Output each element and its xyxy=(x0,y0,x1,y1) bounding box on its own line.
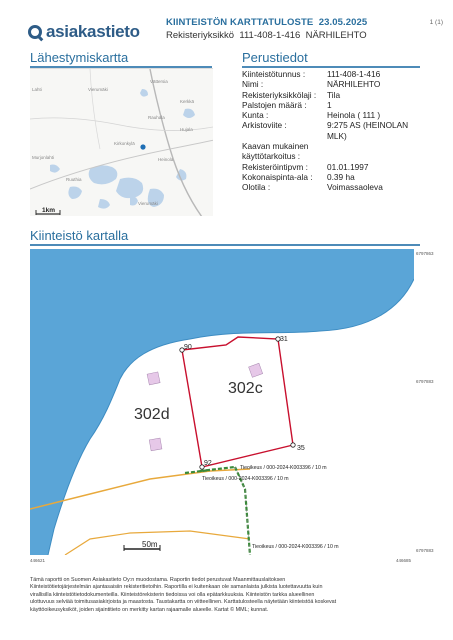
property-value: 01.01.1997 xyxy=(327,161,369,172)
property-map-canvas xyxy=(30,249,414,555)
property-row xyxy=(242,141,442,151)
basic-info-title-rule xyxy=(242,66,420,68)
place-name: Kirkonkylä xyxy=(114,141,135,146)
property-row xyxy=(242,131,442,141)
report-date: 23.05.2025 xyxy=(318,17,368,28)
property-label: Arkistoviite : xyxy=(242,120,287,131)
register-unit-line xyxy=(166,30,367,41)
property-value: NÄRHILEHTO xyxy=(327,79,381,90)
property-row xyxy=(242,120,442,130)
property-location-marker xyxy=(140,144,145,149)
property-label: Palstojen määrä : xyxy=(242,99,307,110)
boundary-marker xyxy=(291,443,295,447)
boundary-point-label: 31 xyxy=(280,336,288,343)
overview-map xyxy=(30,68,213,216)
property-label xyxy=(242,131,327,141)
magnifier-logo-icon xyxy=(28,25,42,39)
coord-bottom-right-x: 446685 xyxy=(396,558,412,563)
basic-info-list xyxy=(242,69,442,193)
property-row xyxy=(242,110,442,120)
coord-top-right: 6797863 xyxy=(416,251,434,256)
disclaimer-line: ulottuvuus selviää toimitusasiakirjoista ja maastosta. Taustakartta on viitteellinen. Karttatulosteella näytetään kiinteistöä koskevat xyxy=(30,599,337,606)
easement-label: Tieoikeus / 000-2024-K003396 / 10 m xyxy=(202,476,289,482)
map-scale-label: 50m xyxy=(142,540,158,549)
property-label: käyttötarkoitus : xyxy=(242,151,301,162)
property-label: Kaavan mukainen xyxy=(242,141,309,152)
property-value: Tila xyxy=(327,89,341,100)
overview-map-title: Lähestymiskartta xyxy=(30,50,129,65)
property-value: MLK) xyxy=(327,130,347,141)
boundary-point-label: 90 xyxy=(184,344,192,351)
report-title-text: KIINTEISTÖN KARTTATULOSTE xyxy=(166,17,314,28)
place-name: Vättersia xyxy=(150,79,168,84)
place-name: Vierumäki xyxy=(88,87,108,92)
property-map xyxy=(30,249,414,555)
property-label: Kiinteistötunnus : xyxy=(242,69,306,79)
overview-map-canvas xyxy=(30,69,213,216)
property-label: Nimi : xyxy=(242,79,264,90)
property-label: Kunta : xyxy=(242,110,269,121)
coord-bottom-right: 6797883 xyxy=(416,548,434,553)
place-name: Rauhala xyxy=(148,115,165,120)
property-value: Heinola ( 111 ) xyxy=(327,110,381,121)
register-unit-name: NÄRHILEHTO xyxy=(305,30,367,41)
place-name: Vierumäki xyxy=(138,201,158,206)
report-title xyxy=(166,17,367,28)
asiakastieto-logo xyxy=(28,22,140,42)
boundary-point-label: 35 xyxy=(297,445,305,452)
property-value: 9:275 AS (HEINOLAN xyxy=(327,120,409,131)
property-row xyxy=(242,182,442,192)
property-value: Voimassaoleva xyxy=(327,182,383,193)
place-name: Ruuthia xyxy=(66,177,82,182)
property-map-title-rule xyxy=(30,244,420,246)
building xyxy=(149,438,162,451)
boundary-point-label: 92 xyxy=(204,460,212,467)
property-row xyxy=(242,172,442,182)
register-unit-label: Rekisteriyksikkö xyxy=(166,30,235,41)
property-value: 1 xyxy=(327,99,332,110)
property-row xyxy=(242,100,442,110)
property-value: 111-408-1-416 xyxy=(327,69,381,79)
place-name: Hujala xyxy=(180,127,193,132)
page-indicator: 1 (1) xyxy=(429,19,443,26)
property-value: 0.39 ha xyxy=(327,171,355,182)
property-row xyxy=(242,151,442,161)
building xyxy=(147,372,160,385)
disclaimer-line: virallisilla kiinteistötietodokumenteilla. Kiinteistörekisterin tiedoissa voi olla epätarkkuuksia. Kiinteistön tarkka alueellinen xyxy=(30,591,315,598)
place-name: Lahti xyxy=(32,87,42,92)
place-name: Murjonlahti xyxy=(32,155,55,160)
overview-scale-label: 1km xyxy=(42,207,56,214)
property-row xyxy=(242,69,442,79)
building-label-302c: 302c xyxy=(228,380,263,397)
coord-right-mid: 6797883 xyxy=(416,379,434,384)
easement-label: Tieoikeus / 000-2024-K003396 / 10 m xyxy=(240,465,327,471)
property-row xyxy=(242,162,442,172)
report-disclaimer xyxy=(30,577,440,614)
disclaimer-line: käyttöoikeusyksiköt, joiden sijaintitieto on merkitty kartan rajaamalle alueelle. Kartat © MML; kunnat. xyxy=(30,606,269,613)
logo-text: asiakastieto xyxy=(46,22,140,41)
disclaimer-line: Tämä raportti on Suomen Asiakastieto Oy:n muodostama. Raportin tiedot perustuvat Maanmittauslaitoksen xyxy=(30,577,286,583)
property-map-title: Kiinteistö kartalla xyxy=(30,228,129,243)
property-label: Rekisteriyksikkölaji : xyxy=(242,89,317,100)
property-label: Kokonaispinta-ala : xyxy=(242,171,313,182)
place-name: Kerkkä xyxy=(180,99,195,104)
building-label-302d: 302d xyxy=(134,406,170,423)
coord-bottom-left-x: 446621 xyxy=(30,558,46,563)
property-label: Olotila : xyxy=(242,182,271,193)
basic-info-title: Perustiedot xyxy=(242,50,308,65)
place-name: Heinola xyxy=(158,157,174,162)
disclaimer-line: Kiinteistötietojärjestelmän ajantasaisiin rekisteritietoihin. Raportilla ei kuitenkaan ole samanlaista julkista luotettavuutta kuin xyxy=(30,584,323,591)
property-row xyxy=(242,90,442,100)
property-label: Rekisteröintipvm : xyxy=(242,161,308,172)
easement-label: Tieoikeus / 000-2024-K003396 / 10 m xyxy=(252,544,339,550)
property-row xyxy=(242,79,442,89)
register-unit-id: 111-408-1-416 xyxy=(239,30,301,41)
